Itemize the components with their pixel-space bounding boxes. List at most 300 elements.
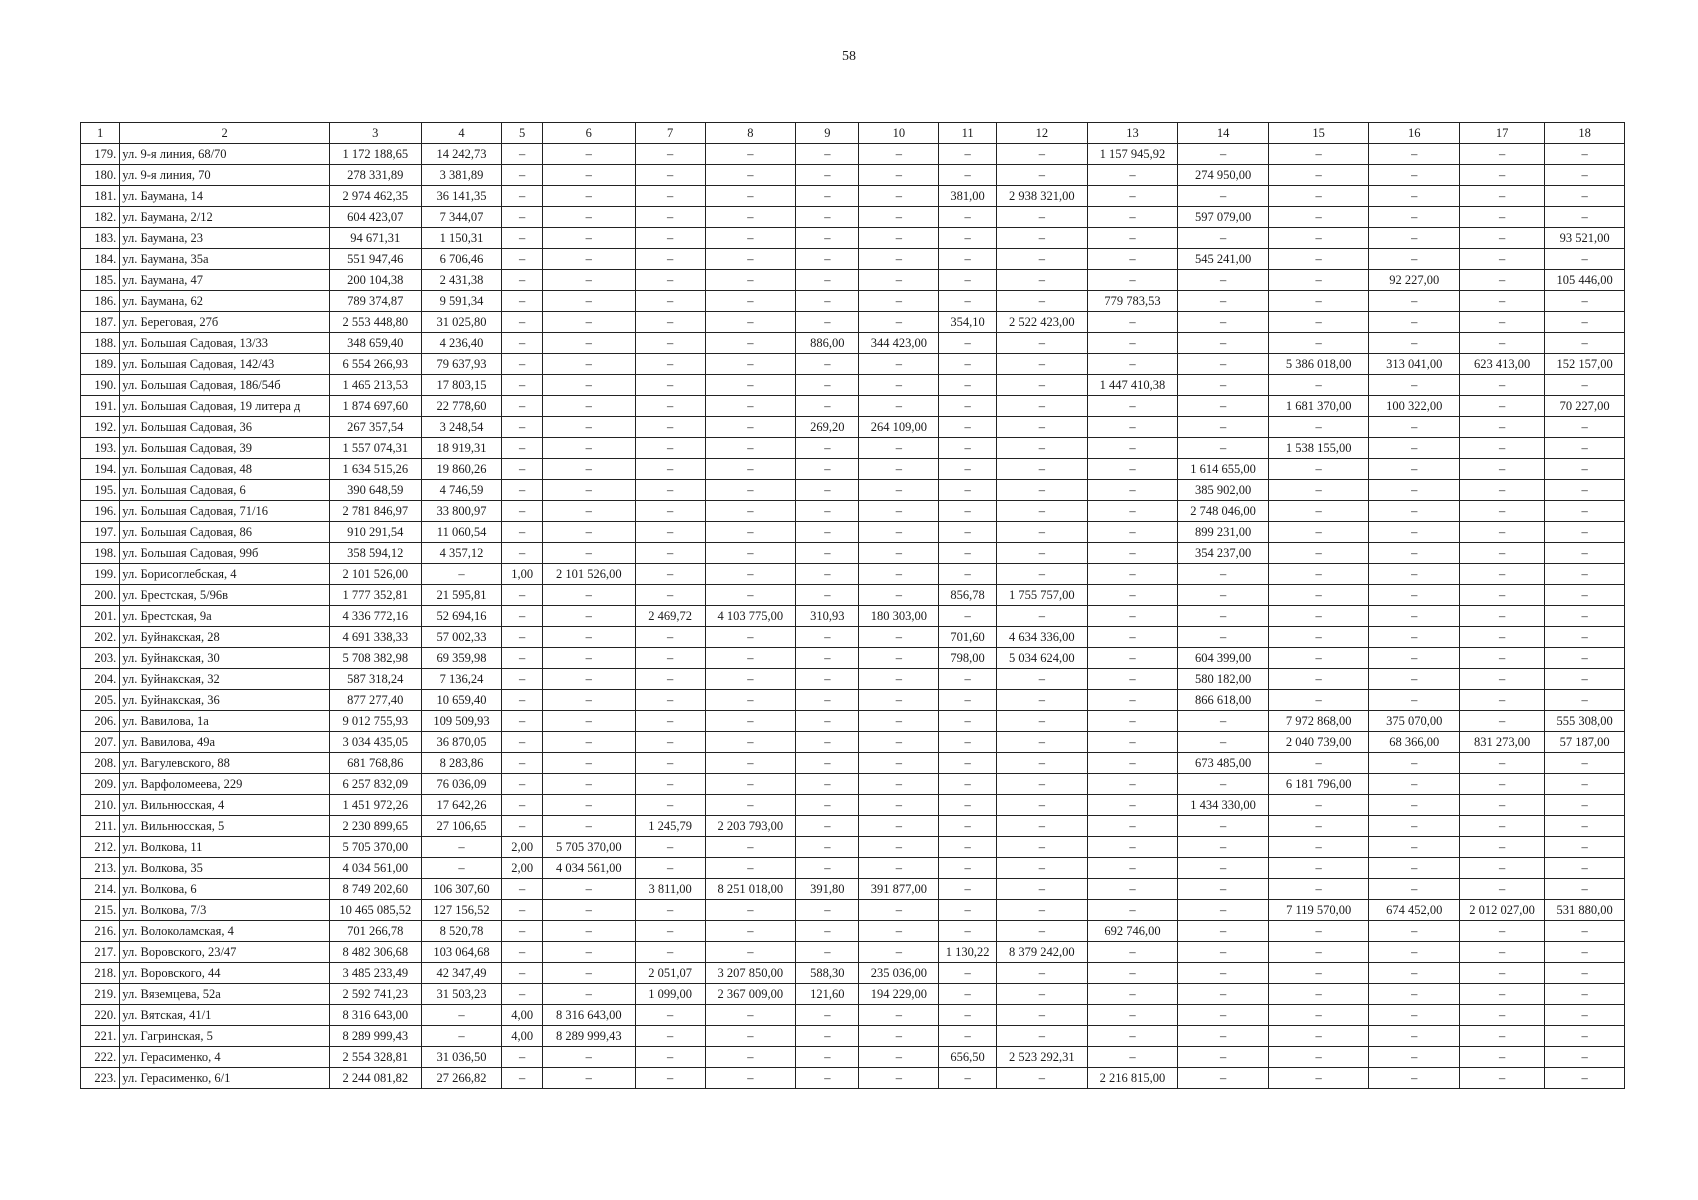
value-cell: –	[1087, 186, 1178, 207]
value-cell: 4 746,59	[421, 480, 502, 501]
value-cell: –	[796, 522, 859, 543]
value-cell: 21 595,81	[421, 585, 502, 606]
table-row	[81, 1068, 1625, 1089]
value-cell: –	[1369, 774, 1460, 795]
value-cell: –	[502, 375, 542, 396]
value-cell: –	[1460, 921, 1545, 942]
value-cell: –	[796, 543, 859, 564]
value-cell: 580 182,00	[1178, 669, 1269, 690]
value-cell: –	[1268, 648, 1368, 669]
value-cell: –	[1087, 543, 1178, 564]
value-cell: –	[502, 459, 542, 480]
value-cell: –	[796, 921, 859, 942]
value-cell: –	[997, 333, 1088, 354]
value-cell: –	[1369, 858, 1460, 879]
value-cell: –	[939, 228, 997, 249]
value-cell: –	[705, 837, 796, 858]
value-cell: –	[502, 711, 542, 732]
value-cell: –	[542, 333, 635, 354]
value-cell: 391,80	[796, 879, 859, 900]
value-cell: –	[939, 879, 997, 900]
value-cell: –	[796, 228, 859, 249]
row-number-cell: 211.	[81, 816, 120, 837]
page-number: 58	[842, 49, 856, 64]
value-cell: 70 227,00	[1545, 396, 1625, 417]
value-cell: –	[1460, 1005, 1545, 1026]
address-cell: ул. Воровского, 44	[120, 963, 330, 984]
value-cell: –	[705, 627, 796, 648]
value-cell: –	[1268, 459, 1368, 480]
address-cell: ул. Большая Садовая, 86	[120, 522, 330, 543]
value-cell: –	[1178, 354, 1269, 375]
value-cell: 33 800,97	[421, 501, 502, 522]
value-cell: –	[1460, 417, 1545, 438]
value-cell: –	[1268, 312, 1368, 333]
value-cell: –	[1178, 438, 1269, 459]
value-cell: –	[502, 186, 542, 207]
row-number-cell: 202.	[81, 627, 120, 648]
value-cell: –	[542, 669, 635, 690]
value-cell: –	[997, 396, 1088, 417]
value-cell: –	[705, 690, 796, 711]
value-cell: –	[502, 585, 542, 606]
value-cell: –	[635, 669, 705, 690]
value-cell: –	[939, 501, 997, 522]
value-cell: –	[635, 564, 705, 585]
value-cell: –	[1545, 879, 1625, 900]
value-cell: –	[705, 1047, 796, 1068]
value-cell: 3 811,00	[635, 879, 705, 900]
value-cell: –	[502, 144, 542, 165]
value-cell: –	[705, 942, 796, 963]
address-cell: ул. Баумана, 47	[120, 270, 330, 291]
value-cell: –	[502, 333, 542, 354]
value-cell: –	[1268, 606, 1368, 627]
value-cell: –	[859, 648, 939, 669]
value-cell: –	[1268, 942, 1368, 963]
value-cell: –	[1545, 1026, 1625, 1047]
value-cell: –	[635, 858, 705, 879]
value-cell: –	[796, 585, 859, 606]
address-cell: ул. Буйнакская, 36	[120, 690, 330, 711]
value-cell: –	[502, 900, 542, 921]
value-cell: 92 227,00	[1369, 270, 1460, 291]
value-cell: –	[705, 795, 796, 816]
column-header-7: 7	[635, 123, 705, 144]
value-cell: –	[1369, 543, 1460, 564]
value-cell: –	[542, 732, 635, 753]
value-cell: –	[1545, 207, 1625, 228]
value-cell: –	[1087, 564, 1178, 585]
value-cell: –	[997, 144, 1088, 165]
value-cell: –	[1460, 249, 1545, 270]
value-cell: –	[1545, 501, 1625, 522]
value-cell: –	[502, 354, 542, 375]
column-header-18: 18	[1545, 123, 1625, 144]
value-cell: –	[502, 543, 542, 564]
address-cell: ул. Борисоглебская, 4	[120, 564, 330, 585]
value-cell: 17 642,26	[421, 795, 502, 816]
value-cell: 36 870,05	[421, 732, 502, 753]
value-cell: –	[1178, 858, 1269, 879]
value-cell: 2 040 739,00	[1268, 732, 1368, 753]
column-header-13: 13	[1087, 123, 1178, 144]
value-cell: –	[635, 375, 705, 396]
value-cell: –	[859, 627, 939, 648]
value-cell: –	[502, 921, 542, 942]
value-cell: –	[542, 1068, 635, 1089]
value-cell: –	[939, 354, 997, 375]
value-cell: 385 902,00	[1178, 480, 1269, 501]
row-number-cell: 187.	[81, 312, 120, 333]
value-cell: –	[1087, 1047, 1178, 1068]
value-cell: –	[705, 291, 796, 312]
value-cell: –	[502, 291, 542, 312]
value-cell: –	[997, 837, 1088, 858]
value-cell: –	[542, 375, 635, 396]
value-cell: –	[859, 900, 939, 921]
value-cell: 390 648,59	[329, 480, 421, 501]
value-cell: –	[1178, 585, 1269, 606]
value-cell: –	[1545, 522, 1625, 543]
value-cell: 18 919,31	[421, 438, 502, 459]
column-header-6: 6	[542, 123, 635, 144]
value-cell: –	[939, 900, 997, 921]
value-cell: –	[1178, 879, 1269, 900]
value-cell: –	[1369, 627, 1460, 648]
value-cell: –	[542, 459, 635, 480]
value-cell: –	[1369, 144, 1460, 165]
table-row	[81, 228, 1625, 249]
value-cell: –	[1268, 543, 1368, 564]
value-cell: –	[1545, 669, 1625, 690]
value-cell: 1 614 655,00	[1178, 459, 1269, 480]
value-cell: –	[796, 186, 859, 207]
value-cell: –	[859, 753, 939, 774]
table-row	[81, 963, 1625, 984]
value-cell: –	[796, 900, 859, 921]
value-cell: –	[939, 291, 997, 312]
value-cell: –	[1268, 417, 1368, 438]
value-cell: –	[1460, 627, 1545, 648]
value-cell: –	[939, 207, 997, 228]
value-cell: –	[502, 270, 542, 291]
row-number-cell: 179.	[81, 144, 120, 165]
value-cell: 10 465 085,52	[329, 900, 421, 921]
value-cell: 269,20	[796, 417, 859, 438]
value-cell: –	[1268, 858, 1368, 879]
row-number-cell: 197.	[81, 522, 120, 543]
row-number-cell: 210.	[81, 795, 120, 816]
value-cell: –	[635, 627, 705, 648]
value-cell: –	[502, 606, 542, 627]
value-cell: –	[542, 690, 635, 711]
value-cell: –	[796, 858, 859, 879]
value-cell: –	[635, 543, 705, 564]
value-cell: –	[1087, 774, 1178, 795]
value-cell: 8 283,86	[421, 753, 502, 774]
value-cell: –	[1178, 1005, 1269, 1026]
value-cell: 180 303,00	[859, 606, 939, 627]
value-cell: –	[1460, 186, 1545, 207]
value-cell: –	[1268, 669, 1368, 690]
value-cell: –	[1460, 144, 1545, 165]
value-cell: –	[859, 564, 939, 585]
value-cell: –	[705, 711, 796, 732]
value-cell: –	[542, 711, 635, 732]
value-cell: 57 187,00	[1545, 732, 1625, 753]
value-cell: –	[939, 375, 997, 396]
address-cell: ул. Гагринская, 5	[120, 1026, 330, 1047]
table-row	[81, 165, 1625, 186]
address-cell: ул. Воровского, 23/47	[120, 942, 330, 963]
value-cell: –	[1545, 144, 1625, 165]
value-cell: –	[705, 144, 796, 165]
value-cell: 1 451 972,26	[329, 795, 421, 816]
row-number-cell: 180.	[81, 165, 120, 186]
value-cell: –	[1087, 753, 1178, 774]
value-cell: –	[939, 270, 997, 291]
value-cell: –	[997, 1068, 1088, 1089]
value-cell: –	[796, 480, 859, 501]
value-cell: –	[859, 186, 939, 207]
value-cell: –	[1545, 837, 1625, 858]
value-cell: 1 557 074,31	[329, 438, 421, 459]
value-cell: –	[705, 732, 796, 753]
value-cell: –	[1178, 1026, 1269, 1047]
value-cell: –	[421, 564, 502, 585]
column-header-9: 9	[796, 123, 859, 144]
value-cell: –	[1087, 333, 1178, 354]
row-number-cell: 200.	[81, 585, 120, 606]
value-cell: –	[997, 816, 1088, 837]
table-row	[81, 753, 1625, 774]
value-cell: –	[1178, 837, 1269, 858]
value-cell: 1 538 155,00	[1268, 438, 1368, 459]
value-cell: –	[635, 1047, 705, 1068]
value-cell: –	[635, 921, 705, 942]
value-cell: 93 521,00	[1545, 228, 1625, 249]
value-cell: 10 659,40	[421, 690, 502, 711]
value-cell: 8 289 999,43	[542, 1026, 635, 1047]
value-cell: –	[542, 207, 635, 228]
value-cell: –	[796, 942, 859, 963]
value-cell: –	[1460, 753, 1545, 774]
value-cell: –	[1369, 921, 1460, 942]
value-cell: –	[502, 207, 542, 228]
value-cell: –	[635, 732, 705, 753]
value-cell: –	[542, 984, 635, 1005]
value-cell: 910 291,54	[329, 522, 421, 543]
value-cell: –	[1460, 207, 1545, 228]
value-cell: –	[1545, 543, 1625, 564]
value-cell: –	[635, 1026, 705, 1047]
column-header-4: 4	[421, 123, 502, 144]
value-cell: –	[705, 333, 796, 354]
value-cell: –	[796, 732, 859, 753]
value-cell: 798,00	[939, 648, 997, 669]
value-cell: –	[1460, 1026, 1545, 1047]
value-cell: –	[1369, 690, 1460, 711]
value-cell: 2 748 046,00	[1178, 501, 1269, 522]
value-cell: –	[1460, 858, 1545, 879]
value-cell: –	[1545, 375, 1625, 396]
row-number-cell: 209.	[81, 774, 120, 795]
value-cell: 8 520,78	[421, 921, 502, 942]
value-cell: –	[1268, 753, 1368, 774]
value-cell: –	[939, 837, 997, 858]
value-cell: –	[939, 606, 997, 627]
value-cell: –	[502, 669, 542, 690]
value-cell: –	[1369, 795, 1460, 816]
value-cell: –	[1460, 795, 1545, 816]
value-cell: –	[1369, 753, 1460, 774]
value-cell: –	[997, 564, 1088, 585]
value-cell: –	[1178, 270, 1269, 291]
value-cell: –	[1087, 900, 1178, 921]
value-cell: –	[997, 795, 1088, 816]
value-cell: –	[1460, 480, 1545, 501]
value-cell: –	[939, 522, 997, 543]
value-cell: –	[1268, 627, 1368, 648]
value-cell: –	[997, 522, 1088, 543]
value-cell: –	[796, 627, 859, 648]
value-cell: –	[1268, 921, 1368, 942]
value-cell: –	[1268, 795, 1368, 816]
row-number-cell: 206.	[81, 711, 120, 732]
value-cell: –	[997, 417, 1088, 438]
value-cell: 354 237,00	[1178, 543, 1269, 564]
value-cell: –	[796, 396, 859, 417]
value-cell: –	[1178, 732, 1269, 753]
value-cell: 17 803,15	[421, 375, 502, 396]
value-cell: 531 880,00	[1545, 900, 1625, 921]
value-cell: –	[635, 795, 705, 816]
row-number-cell: 190.	[81, 375, 120, 396]
value-cell: –	[1460, 270, 1545, 291]
value-cell: –	[1178, 144, 1269, 165]
value-cell: –	[705, 480, 796, 501]
value-cell: –	[939, 459, 997, 480]
value-cell: –	[796, 144, 859, 165]
value-cell: –	[997, 1026, 1088, 1047]
value-cell: 1,00	[502, 564, 542, 585]
value-cell: –	[1545, 333, 1625, 354]
value-cell: –	[1460, 774, 1545, 795]
value-cell: –	[542, 522, 635, 543]
table-row	[81, 312, 1625, 333]
value-cell: –	[1460, 585, 1545, 606]
value-cell: –	[1087, 648, 1178, 669]
value-cell: –	[997, 711, 1088, 732]
value-cell: 2 216 815,00	[1087, 1068, 1178, 1089]
value-cell: –	[1178, 186, 1269, 207]
value-cell: –	[1087, 606, 1178, 627]
value-cell: –	[1087, 690, 1178, 711]
value-cell: –	[1460, 711, 1545, 732]
table-row	[81, 375, 1625, 396]
value-cell: 673 485,00	[1178, 753, 1269, 774]
value-cell: –	[1369, 291, 1460, 312]
value-cell: –	[1369, 522, 1460, 543]
value-cell: –	[939, 711, 997, 732]
value-cell: –	[542, 1047, 635, 1068]
value-cell: –	[705, 921, 796, 942]
value-cell: –	[705, 1068, 796, 1089]
address-cell: ул. Вятская, 41/1	[120, 1005, 330, 1026]
address-cell: ул. Буйнакская, 30	[120, 648, 330, 669]
value-cell: 545 241,00	[1178, 249, 1269, 270]
value-cell: –	[1268, 144, 1368, 165]
value-cell: 358 594,12	[329, 543, 421, 564]
table-row	[81, 144, 1625, 165]
value-cell: –	[1087, 417, 1178, 438]
column-header-1: 1	[81, 123, 120, 144]
value-cell: 831 273,00	[1460, 732, 1545, 753]
value-cell: 3 034 435,05	[329, 732, 421, 753]
table-row	[81, 585, 1625, 606]
value-cell: –	[1460, 669, 1545, 690]
value-cell: –	[939, 795, 997, 816]
value-cell: 57 002,33	[421, 627, 502, 648]
value-cell: 19 860,26	[421, 459, 502, 480]
value-cell: 3 248,54	[421, 417, 502, 438]
value-cell: –	[796, 816, 859, 837]
value-cell: –	[939, 984, 997, 1005]
value-cell: 79 637,93	[421, 354, 502, 375]
value-cell: –	[1460, 1047, 1545, 1068]
value-cell: –	[1369, 963, 1460, 984]
value-cell: –	[705, 228, 796, 249]
value-cell: –	[1545, 858, 1625, 879]
value-cell: –	[542, 438, 635, 459]
row-number-cell: 204.	[81, 669, 120, 690]
value-cell: –	[502, 312, 542, 333]
value-cell: 2 101 526,00	[329, 564, 421, 585]
value-cell: 344 423,00	[859, 333, 939, 354]
value-cell: 4 691 338,33	[329, 627, 421, 648]
value-cell: –	[1268, 1005, 1368, 1026]
value-cell: –	[1268, 501, 1368, 522]
value-cell: –	[421, 1026, 502, 1047]
value-cell: –	[939, 1026, 997, 1047]
value-cell: 8 316 643,00	[542, 1005, 635, 1026]
row-number-cell: 184.	[81, 249, 120, 270]
row-number-cell: 205.	[81, 690, 120, 711]
value-cell: –	[542, 186, 635, 207]
value-cell: –	[1545, 1068, 1625, 1089]
value-cell: 31 025,80	[421, 312, 502, 333]
value-cell: 5 034 624,00	[997, 648, 1088, 669]
value-cell: –	[859, 732, 939, 753]
table-row	[81, 795, 1625, 816]
value-cell: 2 554 328,81	[329, 1047, 421, 1068]
value-cell: 604 423,07	[329, 207, 421, 228]
address-cell: ул. Волкова, 11	[120, 837, 330, 858]
value-cell: 264 109,00	[859, 417, 939, 438]
value-cell: –	[1545, 291, 1625, 312]
value-cell: 2 244 081,82	[329, 1068, 421, 1089]
value-cell: 278 331,89	[329, 165, 421, 186]
row-number-cell: 194.	[81, 459, 120, 480]
column-header-2: 2	[120, 123, 330, 144]
value-cell: –	[796, 795, 859, 816]
value-cell: 2 051,07	[635, 963, 705, 984]
value-cell: –	[1369, 942, 1460, 963]
value-cell: –	[542, 585, 635, 606]
table-row	[81, 648, 1625, 669]
value-cell: –	[635, 333, 705, 354]
